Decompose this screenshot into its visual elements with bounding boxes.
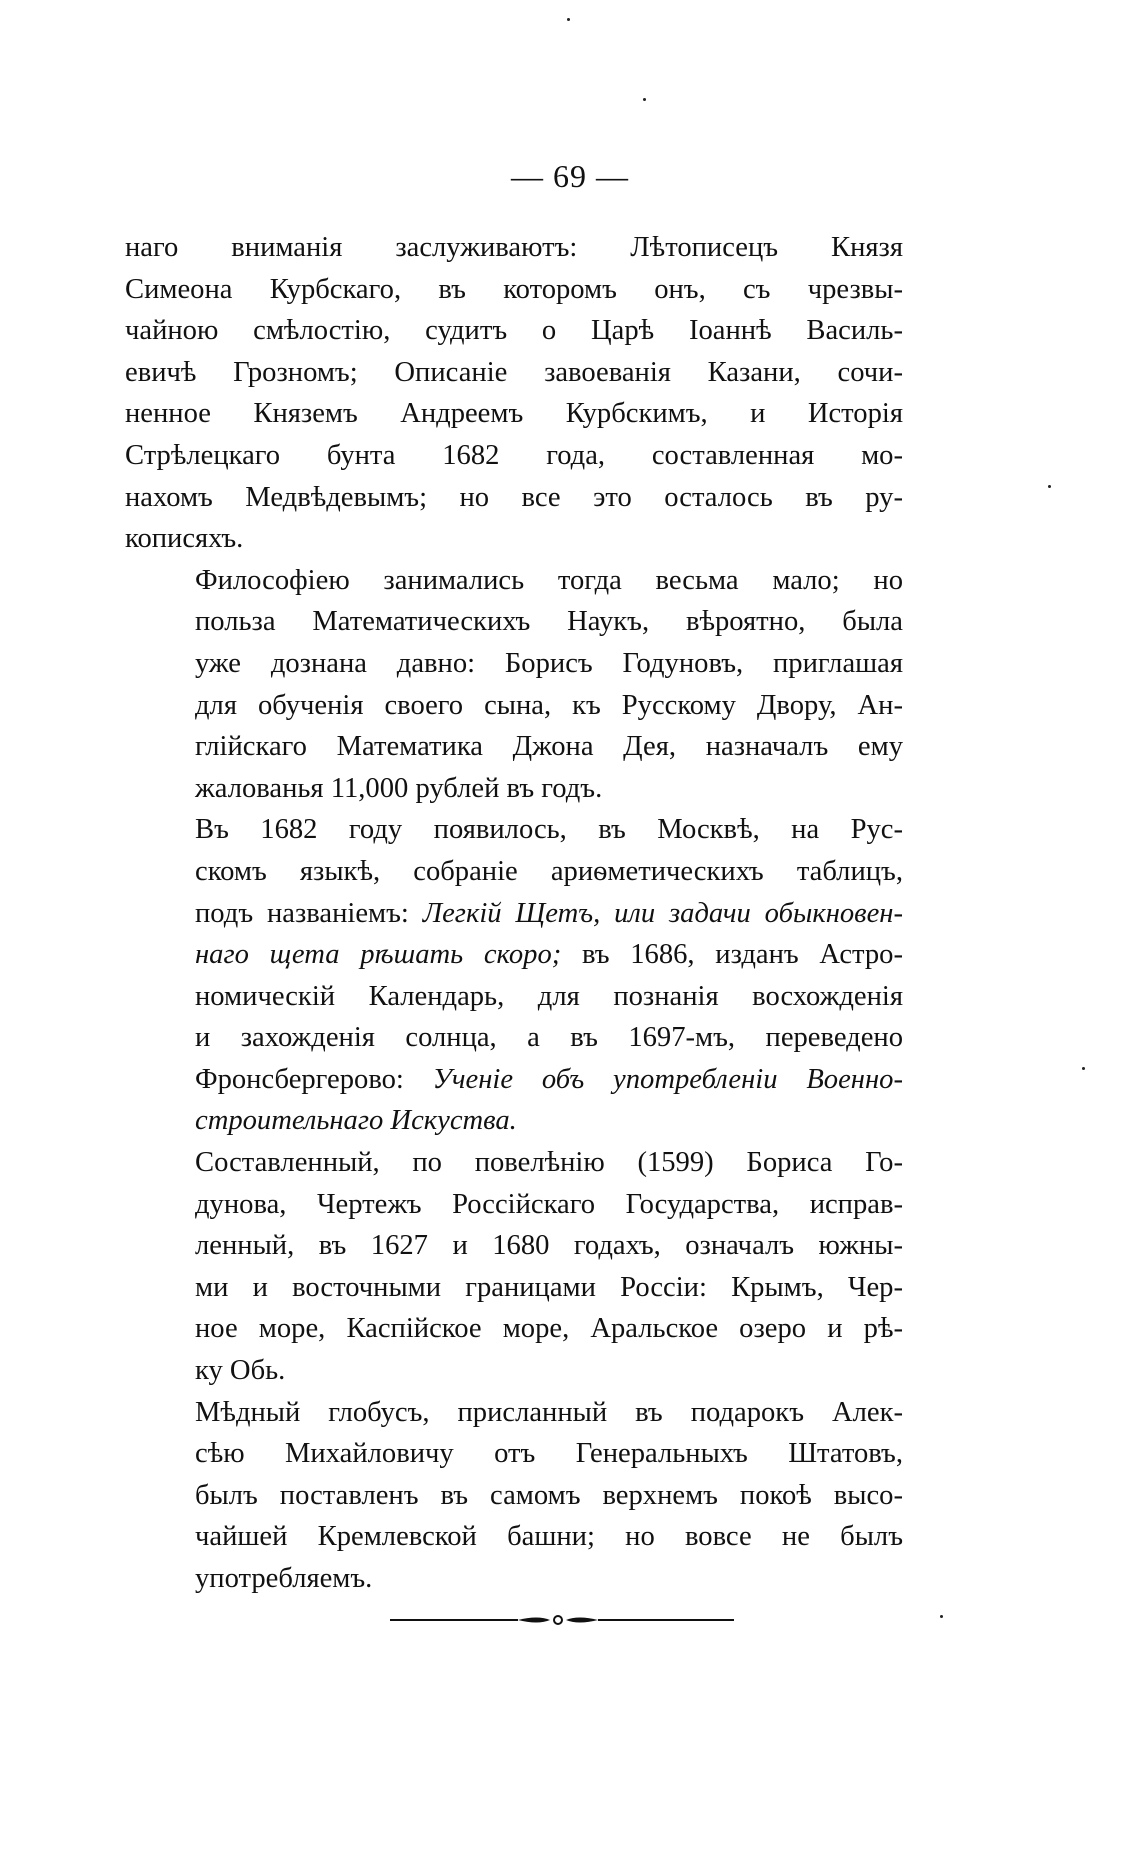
paragraph-5 bbox=[125, 1392, 903, 1600]
end-ornament bbox=[390, 1612, 750, 1628]
text-line: нахомъ Медвѣдевымъ; но все это осталось въ ру- bbox=[125, 481, 903, 513]
text-segment: скомъ языкѣ, собраніе ариѳметическихъ таблицъ, bbox=[195, 855, 903, 887]
text-line: глійскаго Математика Джона Дея, назначалъ ему bbox=[195, 731, 903, 763]
print-speck bbox=[1048, 485, 1051, 488]
italic-title-text: Легкій Щетъ, или задачи обыкновен- bbox=[422, 897, 903, 929]
paragraph-4 bbox=[125, 1142, 903, 1392]
text-line bbox=[125, 1059, 903, 1101]
text-segment: Фронсбергерово: bbox=[195, 1063, 433, 1095]
print-speck bbox=[1082, 1067, 1085, 1070]
text-line: ку Обь. bbox=[195, 1355, 286, 1387]
text-line: чайшей Кремлевской башни; но вовсе не былъ bbox=[195, 1521, 903, 1553]
text-line bbox=[125, 1100, 903, 1142]
print-speck bbox=[643, 98, 646, 101]
text-segment: подъ названіемъ: bbox=[195, 897, 423, 929]
text-line: ленный, въ 1627 и 1680 годахъ, означалъ южны- bbox=[195, 1230, 903, 1262]
body-text bbox=[125, 227, 903, 1600]
text-segment: Въ 1682 году появилось, въ Москвѣ, на Рус- bbox=[195, 814, 903, 846]
text-line: наго вниманія заслуживаютъ: Лѣтописецъ Князя bbox=[125, 232, 903, 263]
text-line bbox=[125, 934, 903, 976]
text-line: ненное Княземъ Андреемъ Курбскимъ, и Исторія bbox=[125, 398, 903, 430]
text-line: чайною смѣлостію, судитъ о Царѣ Іоаннѣ Василь- bbox=[125, 315, 903, 347]
text-line: ное море, Каспійское море, Аральское озеро и рѣ- bbox=[195, 1313, 903, 1345]
text-line: Философіею занимались тогда весьма мало; но bbox=[195, 564, 903, 596]
paragraph-3 bbox=[125, 809, 903, 1142]
text-line bbox=[125, 976, 903, 1018]
text-line bbox=[125, 851, 903, 893]
text-line: кописяхъ. bbox=[125, 523, 244, 555]
text-line: Стрѣлецкаго бунта 1682 года, составленная мо- bbox=[125, 439, 903, 471]
text-segment: и захожденія солнца, а въ 1697-мъ, переведено bbox=[195, 1022, 903, 1054]
italic-title-text: наго щета рѣшать скоро; bbox=[195, 939, 562, 971]
text-line: Мѣдный глобусъ, присланный въ подарокъ Алек- bbox=[195, 1396, 903, 1428]
text-line: уже дознана давно: Борисъ Годуновъ, приглашая bbox=[195, 647, 903, 679]
text-line bbox=[125, 809, 903, 851]
text-line bbox=[125, 893, 903, 935]
italic-title-text: строительнаго Искуства. bbox=[195, 1105, 517, 1137]
text-line: жалованья 11,000 рублей въ годъ. bbox=[195, 772, 603, 804]
text-line: евичѣ Грозномъ; Описаніе завоеванія Казани, сочи- bbox=[125, 356, 903, 388]
text-segment: въ 1686, изданъ Астро- bbox=[561, 939, 903, 971]
text-line: дунова, Чертежъ Россійскаго Государства, исправ- bbox=[195, 1188, 903, 1220]
text-line: польза Математическихъ Наукъ, вѣроятно, была bbox=[195, 606, 903, 638]
text-line: ми и восточными границами Россіи: Крымъ, Чер- bbox=[195, 1271, 903, 1303]
text-line: для обученія своего сына, къ Русскому Двору, Ан- bbox=[195, 689, 903, 721]
text-line: Составленный, по повелѣнію (1599) Бориса Го- bbox=[195, 1147, 903, 1179]
print-speck bbox=[567, 18, 570, 21]
text-segment: номическій Календарь, для познанія восхожденія bbox=[195, 980, 903, 1012]
page-number: — 69 — bbox=[511, 158, 629, 194]
paragraph-2 bbox=[125, 560, 903, 810]
text-line: былъ поставленъ въ самомъ верхнемъ покоѣ высо- bbox=[195, 1479, 903, 1511]
text-line: Симеона Курбскаго, въ которомъ онъ, съ чрезвы- bbox=[125, 273, 903, 305]
print-speck bbox=[940, 1615, 943, 1618]
italic-title-text: Ученіе объ употребленіи Военно- bbox=[432, 1063, 903, 1095]
text-line: употребляемъ. bbox=[195, 1563, 373, 1594]
text-line: сѣю Михайловичу отъ Генеральныхъ Штатовъ, bbox=[195, 1438, 903, 1470]
paragraph-1 bbox=[125, 227, 903, 560]
text-line bbox=[125, 1017, 903, 1059]
